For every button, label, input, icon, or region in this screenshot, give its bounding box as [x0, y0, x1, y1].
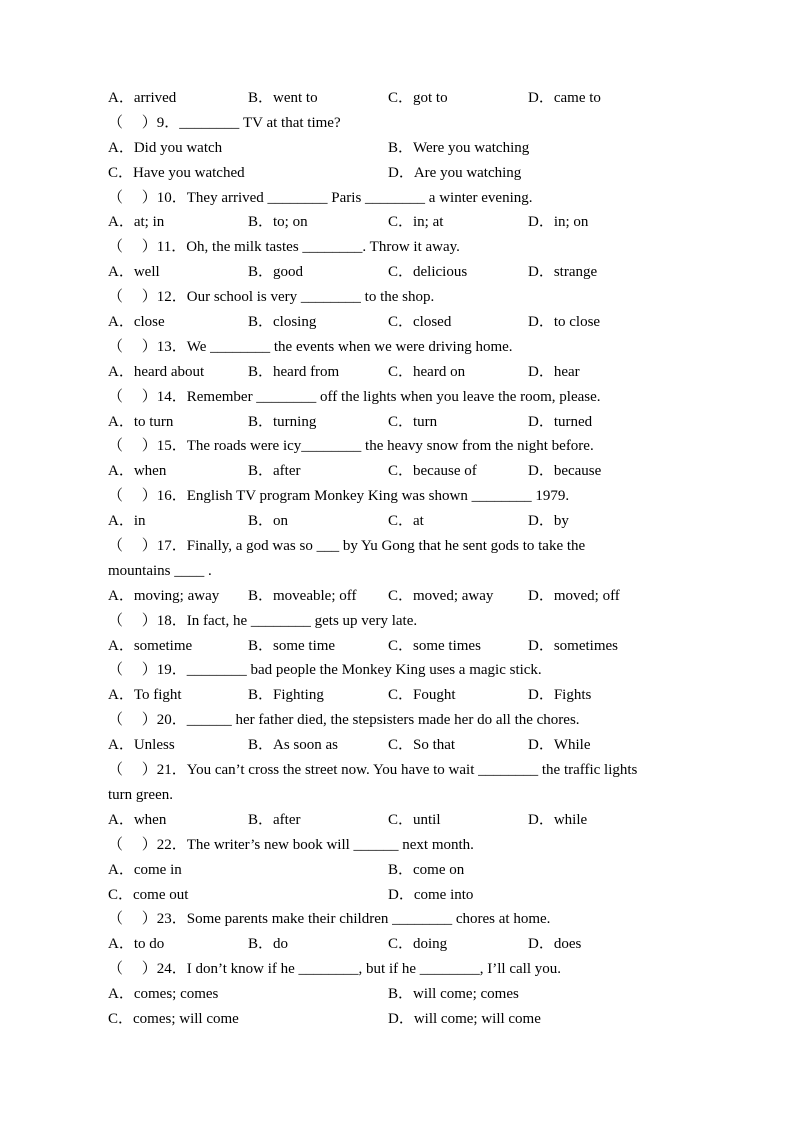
answer-option: B．Fighting	[248, 687, 324, 704]
answer-option: B．heard from	[248, 363, 340, 380]
option-row	[108, 310, 708, 335]
option-row	[108, 260, 708, 285]
option-row	[108, 509, 708, 534]
answer-option: B．will come; comes	[388, 986, 519, 1003]
answer-option: B．do	[248, 936, 289, 953]
option-row	[108, 733, 708, 758]
answer-option: A．moving; away	[108, 587, 220, 604]
answer-option: D．does	[528, 936, 582, 953]
answer-option: D．come into	[388, 886, 474, 903]
answer-option: A．to turn	[108, 413, 174, 430]
answer-option: D．because	[528, 463, 602, 480]
question-stem: （ ）12．Our school is very ________ to the shop.	[108, 289, 435, 306]
answer-option: C．in; at	[388, 214, 444, 231]
answer-option: C．turn	[388, 413, 438, 430]
answer-option: A．To fight	[108, 687, 182, 704]
answer-option: C．Have you watched	[108, 164, 245, 181]
answer-option: C．heard on	[388, 363, 466, 380]
answer-option: D．While	[528, 737, 591, 754]
answer-option: A．close	[108, 314, 165, 331]
answer-option: D．turned	[528, 413, 593, 430]
answer-option: A．comes; comes	[108, 986, 219, 1003]
question-stem: （ ）11．Oh, the milk tastes ________. Throw it away.	[108, 239, 460, 256]
option-row	[108, 86, 708, 111]
answer-option: C．doing	[388, 936, 448, 953]
option-row	[108, 1007, 708, 1032]
question-stem: （ ）13．We ________ the events when we were driving home.	[108, 338, 513, 355]
answer-option: B．turning	[248, 413, 317, 430]
answer-option: B．good	[248, 264, 304, 281]
answer-option: C．some times	[388, 637, 481, 654]
option-row	[108, 634, 708, 659]
option-row	[108, 210, 708, 235]
answer-option: A．Did you watch	[108, 139, 223, 156]
question-stem: （ ）14．Remember ________ off the lights when you leave the room, please.	[108, 388, 601, 405]
answer-option: C．at	[388, 513, 424, 530]
question-stem-continuation: turn green.	[108, 786, 173, 803]
answer-option: B．went to	[248, 90, 318, 106]
answer-option: D．to close	[528, 314, 601, 331]
answer-option: A．when	[108, 811, 167, 828]
question-stem: （ ）10．They arrived ________ Paris ________ a winter evening.	[108, 189, 533, 206]
answer-option: B．As soon as	[248, 737, 339, 754]
answer-option: C．Fought	[388, 687, 456, 704]
answer-option: D．while	[528, 811, 588, 828]
question-stem: （ ）23．Some parents make their children ________ chores at home.	[108, 911, 551, 928]
answer-option: B．after	[248, 811, 301, 828]
question-stem: （ ）18．In fact, he ________ gets up very late.	[108, 612, 418, 629]
option-row	[108, 459, 708, 484]
option-row	[108, 883, 708, 908]
answer-option: B．on	[248, 513, 289, 530]
answer-option: C．delicious	[388, 264, 468, 281]
question-stem: （ ）22．The writer’s new book will ______ next month.	[108, 836, 474, 853]
question-stem: （ ）21．You can’t cross the street now. You have to wait ________ the traffic lights	[108, 762, 638, 779]
option-row	[108, 360, 708, 385]
answer-option: B．closing	[248, 314, 317, 331]
answer-option: D．will come; will come	[388, 1010, 541, 1027]
question-stem: （ ）19．________ bad people the Monkey King uses a magic stick.	[108, 662, 542, 679]
answer-option: C．comes; will come	[108, 1010, 239, 1027]
question-stem: （ ）16．English TV program Monkey King was shown ________ 1979.	[108, 488, 570, 505]
answer-option: D．in; on	[528, 214, 589, 231]
answer-option: A．at; in	[108, 214, 165, 231]
answer-option: D．hear	[528, 363, 580, 380]
question-stem: （ ）17．Finally, a god was so ___ by Yu Gong that he sent gods to take the	[108, 538, 586, 555]
question-stem: （ ）15．The roads were icy________ the heavy snow from the night before.	[108, 438, 594, 455]
option-row	[108, 932, 708, 957]
question-stem: （ ）9．________ TV at that time?	[108, 114, 341, 131]
answer-option: A．when	[108, 463, 167, 480]
answer-option: D．came to	[528, 90, 601, 106]
option-row	[108, 161, 708, 186]
option-row	[108, 683, 708, 708]
option-row	[108, 808, 708, 833]
option-row	[108, 410, 708, 435]
answer-option: A．arrived	[108, 90, 177, 106]
answer-option: C．closed	[388, 314, 452, 331]
answer-option: A．sometime	[108, 637, 193, 654]
answer-option: D．Fights	[528, 687, 592, 704]
answer-option: A．in	[108, 513, 146, 530]
answer-option: C．So that	[388, 737, 456, 754]
option-row	[108, 982, 708, 1007]
answer-option: D．by	[528, 513, 569, 530]
answer-option: A．Unless	[108, 737, 175, 754]
answer-option: B．come on	[388, 861, 465, 878]
exam-page	[108, 86, 708, 1032]
answer-option: D．moved; off	[528, 587, 620, 604]
answer-option: B．Were you watching	[388, 139, 530, 156]
answer-option: D．sometimes	[528, 637, 618, 654]
question-stem: （ ）24．I don’t know if he ________, but if he ________, I’ll call you.	[108, 961, 562, 978]
answer-option: A．well	[108, 264, 160, 281]
answer-option: A．come in	[108, 861, 182, 878]
answer-option: C．because of	[388, 463, 477, 480]
answer-option: B．some time	[248, 637, 336, 654]
option-row	[108, 584, 708, 609]
option-row	[108, 136, 708, 161]
question-stem-continuation: mountains ____ .	[108, 562, 212, 579]
answer-option: C．got to	[388, 90, 448, 106]
question-stem: （ ）20．______ her father died, the stepsisters made her do all the chores.	[108, 712, 580, 729]
answer-option: C．come out	[108, 886, 189, 903]
answer-option: A．to do	[108, 936, 165, 953]
answer-option: A．heard about	[108, 363, 205, 380]
answer-option: C．moved; away	[388, 587, 494, 604]
answer-option: B．after	[248, 463, 301, 480]
answer-option: D．strange	[528, 264, 598, 281]
answer-option: C．until	[388, 811, 441, 828]
answer-option: B．moveable; off	[248, 587, 357, 604]
answer-option: B．to; on	[248, 214, 308, 231]
answer-option: D．Are you watching	[388, 164, 522, 181]
option-row	[108, 858, 708, 883]
